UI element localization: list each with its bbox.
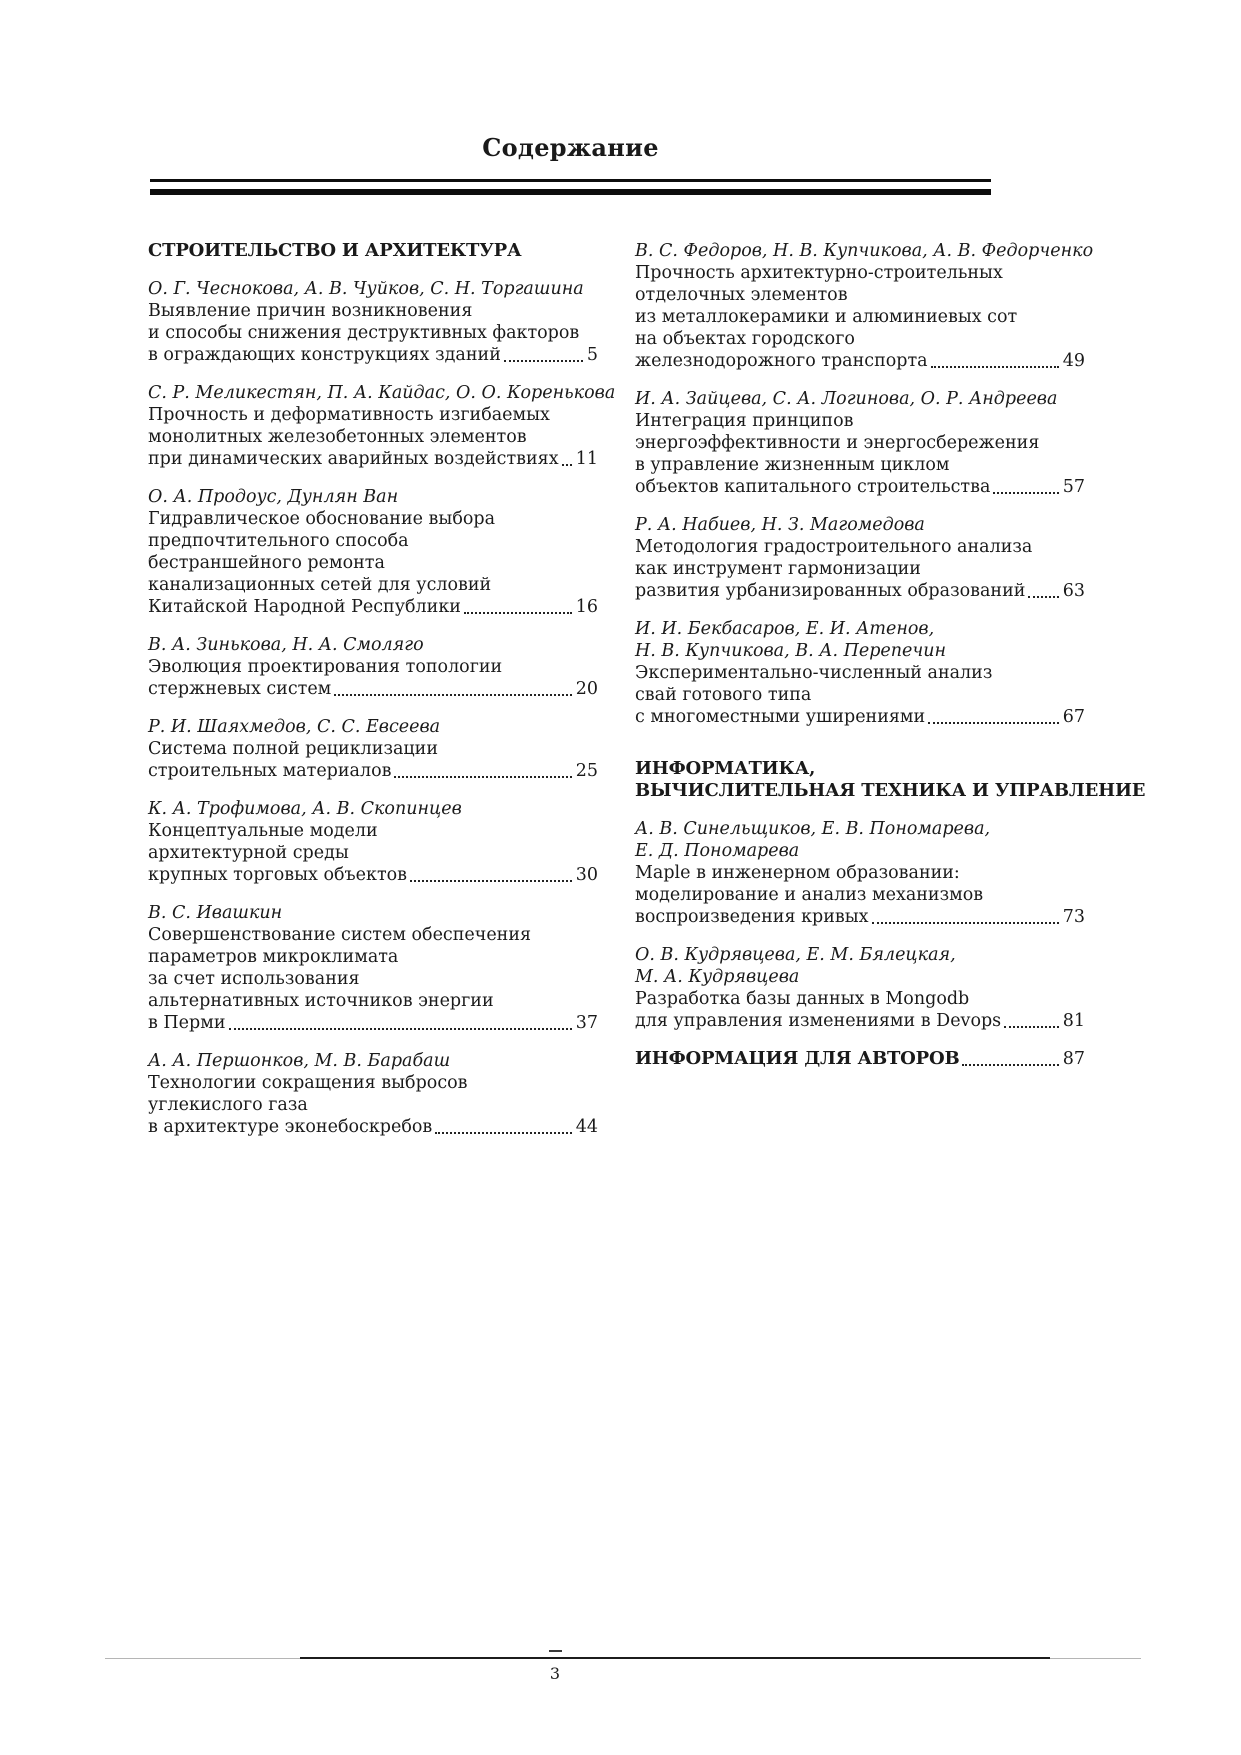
entry-authors: Р. А. Набиев, Н. З. Магомедова bbox=[635, 515, 925, 535]
entry-authors: И. И. Бекбасаров, Е. И. Атенов, bbox=[635, 619, 935, 639]
entry-page-number: 20 bbox=[575, 679, 598, 699]
entry-tail-row bbox=[148, 678, 598, 700]
entry-title-line: развития урбанизированных образований bbox=[635, 581, 1026, 601]
entry-authors: О. А. Продоус, Дунлян Ван bbox=[148, 487, 399, 507]
entry-title-line: Китайской Народной Республики bbox=[148, 597, 461, 617]
entry-authors: М. А. Кудрявцева bbox=[635, 967, 800, 987]
dot-leader bbox=[504, 360, 583, 362]
toc-entry bbox=[148, 902, 598, 1034]
entry-page-number: 37 bbox=[575, 1013, 598, 1033]
toc-entry bbox=[635, 388, 1085, 498]
entry-title-line: в ограждающих конструкциях зданий bbox=[148, 345, 501, 365]
entry-title-line: канализационных сетей для условий bbox=[148, 575, 492, 595]
entry-title-line: монолитных железобетонных элементов bbox=[148, 427, 527, 447]
entry-title-line: Совершенствование систем обеспечения bbox=[148, 925, 532, 945]
entry-tail-row bbox=[148, 864, 598, 886]
section-heading bbox=[148, 240, 598, 262]
entry-title-line: углекислого газа bbox=[148, 1095, 308, 1115]
section-heading-line: СТРОИТЕЛЬСТВО И АРХИТЕКТУРА bbox=[148, 240, 522, 261]
entry-title-line: железнодорожного транспорта bbox=[635, 351, 928, 371]
entry-page-number: 25 bbox=[575, 761, 598, 781]
entry-title-line: за счет использования bbox=[148, 969, 360, 989]
entry-tail-row bbox=[635, 1048, 1085, 1070]
entry-title-line: Maple в инженерном образовании: bbox=[635, 863, 960, 883]
toc-column-right bbox=[635, 240, 1146, 1154]
entry-authors: С. Р. Меликестян, П. А. Кайдас, О. О. Коренькова bbox=[148, 383, 616, 403]
entry-title-line: Разработка базы данных в Mongodb bbox=[635, 989, 970, 1009]
dot-leader bbox=[872, 922, 1059, 924]
entry-title-line: воспроизведения кривых bbox=[635, 907, 869, 927]
toc-entry bbox=[148, 382, 616, 470]
header-rule-thick bbox=[150, 189, 991, 195]
toc-entry bbox=[635, 944, 1085, 1032]
toc-entry bbox=[635, 618, 1085, 728]
entry-authors: А. А. Першонков, М. В. Барабаш bbox=[148, 1051, 451, 1071]
section-heading bbox=[635, 758, 1146, 802]
footer-rule-dark-segment bbox=[300, 1657, 1050, 1659]
header-rule-thin bbox=[150, 179, 991, 182]
entry-tail-row bbox=[148, 448, 598, 470]
entry-authors: Е. Д. Пономарева bbox=[635, 841, 800, 861]
entry-page-number: 87 bbox=[1062, 1049, 1085, 1069]
entry-title-line: Экспериментально-численный анализ bbox=[635, 663, 993, 683]
entry-title-line: предпочтительного способа bbox=[148, 531, 409, 551]
entry-title-line: стержневых систем bbox=[148, 679, 332, 699]
entry-tail-row bbox=[635, 1010, 1085, 1032]
entry-page-number: 49 bbox=[1062, 351, 1085, 371]
entry-authors: К. А. Трофимова, А. В. Скопинцев bbox=[148, 799, 462, 819]
dot-leader bbox=[993, 492, 1058, 494]
footer-dash bbox=[549, 1650, 562, 1652]
dot-leader bbox=[410, 880, 572, 882]
entry-authors: В. А. Зинькова, Н. А. Смоляго bbox=[148, 635, 424, 655]
entry-title-line: для управления изменениями в Devops bbox=[635, 1011, 1002, 1031]
entry-title-line: Интеграция принципов bbox=[635, 411, 854, 431]
entry-tail-row bbox=[148, 1116, 598, 1138]
toc-entry bbox=[635, 818, 1085, 928]
entry-page-number: 73 bbox=[1062, 907, 1085, 927]
toc-entry bbox=[148, 486, 598, 618]
entry-page-number: 67 bbox=[1062, 707, 1085, 727]
dot-leader bbox=[1004, 1026, 1059, 1028]
entry-title-line: Методология градостроительного анализа bbox=[635, 537, 1033, 557]
entry-page-number: 11 bbox=[575, 449, 598, 469]
entry-title-line: отделочных элементов bbox=[635, 285, 848, 305]
entry-authors: Н. В. Купчикова, В. А. Перепечин bbox=[635, 641, 947, 661]
entry-page-number: 5 bbox=[586, 345, 598, 365]
entry-title-line: с многоместными уширениями bbox=[635, 707, 926, 727]
entry-tail-row bbox=[148, 344, 598, 366]
dot-leader bbox=[928, 722, 1059, 724]
toc-entry bbox=[635, 240, 1094, 372]
dot-leader bbox=[962, 1064, 1058, 1066]
entry-title-line: при динамических аварийных воздействиях bbox=[148, 449, 559, 469]
entry-tail-row bbox=[148, 1012, 598, 1034]
entry-title-line: параметров микроклимата bbox=[148, 947, 399, 967]
toc-entry bbox=[148, 798, 598, 886]
entry-title-line: объектов капитального строительства bbox=[635, 477, 991, 497]
page-header bbox=[150, 0, 991, 195]
toc-entry bbox=[148, 278, 598, 366]
toc-entry-bold bbox=[635, 1048, 1085, 1070]
entry-title-line: альтернативных источников энергии bbox=[148, 991, 494, 1011]
section-heading-line: ВЫЧИСЛИТЕЛЬНАЯ ТЕХНИКА И УПРАВЛЕНИЕ bbox=[635, 780, 1146, 801]
entry-title-line: Прочность архитектурно-строительных bbox=[635, 263, 1003, 283]
entry-title-line: Гидравлическое обоснование выбора bbox=[148, 509, 496, 529]
dot-leader bbox=[1028, 596, 1058, 598]
entry-title-line: строительных материалов bbox=[148, 761, 392, 781]
toc-entry bbox=[148, 634, 598, 700]
toc-columns bbox=[148, 240, 1146, 1154]
dot-leader bbox=[464, 612, 572, 614]
entry-title-line: Технологии сокращения выбросов bbox=[148, 1073, 468, 1093]
dot-leader bbox=[334, 694, 571, 696]
entry-title-line: в архитектуре эконебоскребов bbox=[148, 1117, 433, 1137]
entry-page-number: 30 bbox=[575, 865, 598, 885]
entry-tail-row bbox=[635, 906, 1085, 928]
toc-entry bbox=[148, 1050, 598, 1138]
section-heading-line: ИНФОРМАТИКА, bbox=[635, 758, 816, 779]
entry-title-line: как инструмент гармонизации bbox=[635, 559, 921, 579]
entry-authors: А. В. Синельщиков, Е. В. Пономарева, bbox=[635, 819, 991, 839]
entry-title-line: в Перми bbox=[148, 1013, 226, 1033]
entry-tail-row bbox=[635, 706, 1085, 728]
entry-authors: Р. И. Шаяхмедов, С. С. Евсеева bbox=[148, 717, 441, 737]
entry-title-line: из металлокерамики и алюминиевых сот bbox=[635, 307, 1018, 327]
entry-title-line: энергоэффективности и энергосбережения bbox=[635, 433, 1040, 453]
entry-tail-row bbox=[148, 596, 598, 618]
entry-title-line: и способы снижения деструктивных факторов bbox=[148, 323, 580, 343]
entry-title-line: Прочность и деформативность изгибаемых bbox=[148, 405, 550, 425]
entry-page-number: 57 bbox=[1062, 477, 1085, 497]
toc-entry bbox=[148, 716, 598, 782]
dot-leader bbox=[562, 464, 572, 466]
entry-authors: О. Г. Чеснокова, А. В. Чуйков, С. Н. Торгашина bbox=[148, 279, 584, 299]
entry-authors: И. А. Зайцева, С. А. Логинова, О. Р. Андреева bbox=[635, 389, 1058, 409]
entry-title-line: Система полной рециклизации bbox=[148, 739, 438, 759]
entry-title-line: в управление жизненным циклом bbox=[635, 455, 950, 475]
entry-tail-row bbox=[635, 580, 1085, 602]
page-footer bbox=[0, 1650, 1241, 1710]
entry-authors: В. С. Ивашкин bbox=[148, 903, 283, 923]
entry-authors: О. В. Кудрявцева, Е. М. Бялецкая, bbox=[635, 945, 956, 965]
entry-title-line: ИНФОРМАЦИЯ ДЛЯ АВТОРОВ bbox=[635, 1048, 960, 1069]
entry-tail-row bbox=[635, 476, 1085, 498]
entry-title-line: моделирование и анализ механизмов bbox=[635, 885, 984, 905]
toc-entry bbox=[635, 514, 1085, 602]
dot-leader bbox=[229, 1028, 572, 1030]
entry-title-line: бестраншейного ремонта bbox=[148, 553, 385, 573]
entry-title-line: архитектурной среды bbox=[148, 843, 349, 863]
dot-leader bbox=[394, 776, 571, 778]
footer-page-number: 3 bbox=[549, 1664, 561, 1683]
entry-tail-row bbox=[148, 760, 598, 782]
entry-page-number: 44 bbox=[575, 1117, 598, 1137]
entry-page-number: 63 bbox=[1062, 581, 1085, 601]
dot-leader bbox=[435, 1132, 571, 1134]
entry-page-number: 81 bbox=[1062, 1011, 1085, 1031]
dot-leader bbox=[931, 366, 1059, 368]
entry-title-line: Выявление причин возникновения bbox=[148, 301, 473, 321]
entry-tail-row bbox=[635, 350, 1085, 372]
toc-column-left bbox=[148, 240, 616, 1154]
entry-title-line: крупных торговых объектов bbox=[148, 865, 408, 885]
entry-title-line: на объектах городского bbox=[635, 329, 855, 349]
entry-page-number: 16 bbox=[575, 597, 598, 617]
page-title: Содержание bbox=[482, 133, 659, 162]
entry-authors: В. С. Федоров, Н. В. Купчикова, А. В. Федорченко bbox=[635, 241, 1094, 261]
footer-rule bbox=[105, 1658, 1141, 1659]
entry-title-line: свай готового типа bbox=[635, 685, 812, 705]
entry-title-line: Концептуальные модели bbox=[148, 821, 378, 841]
entry-title-line: Эволюция проектирования топологии bbox=[148, 657, 503, 677]
